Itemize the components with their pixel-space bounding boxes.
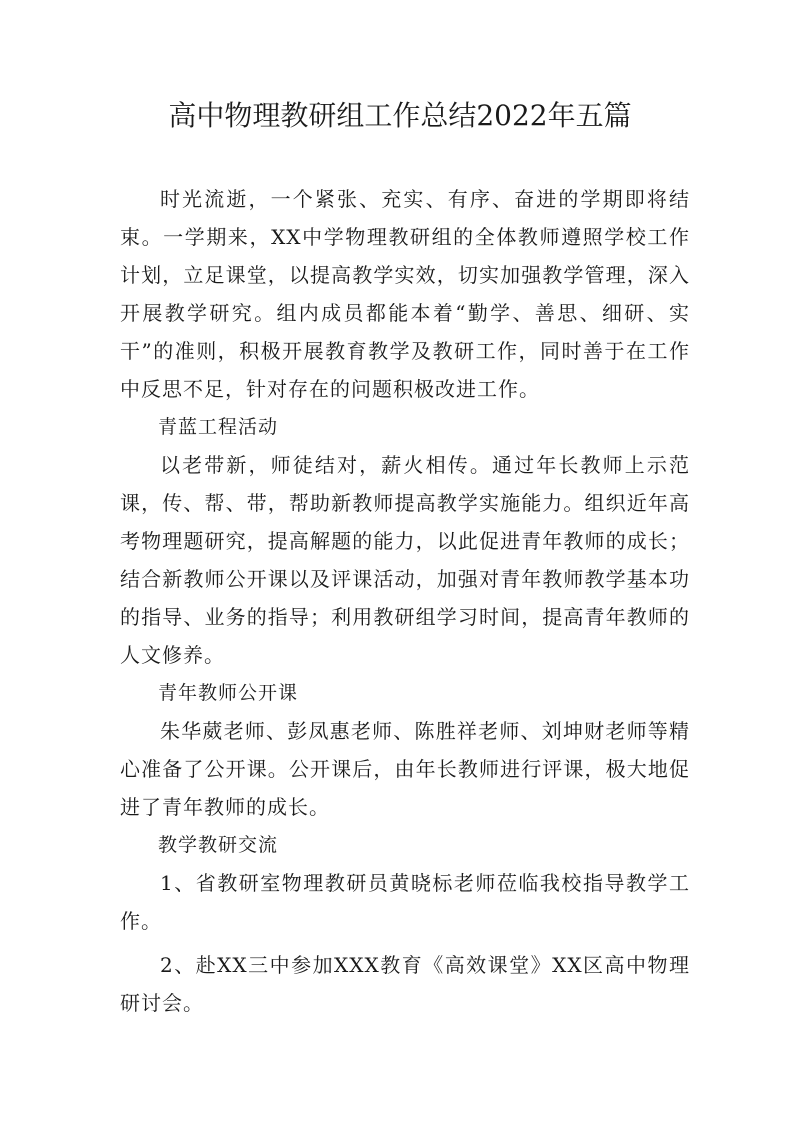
exchange-item-2: 2、赴XX三中参加XXX教育《高效课堂》XX区高中物理研讨会。 [120, 953, 690, 1015]
section-heading-open-class: 青年教师公开课 [158, 682, 299, 704]
intro-paragraph: 时光流逝，一个紧张、充实、有序、奋进的学期即将结束。一学期来，XX中学物理教研组的全体教师遵照学校工作计划，立足课堂，以提高教学实效，切实加强教学管理，深入开展教学研究。组内成员都能本着“勤学、善思、细研、实干”的准则，积极开展教育教学及教研工作，同时善于在工作中反思不足，针对存在的问题积极改进工作。 [120, 187, 690, 401]
document-title: 高中物理教研组工作总结2022年五篇 [168, 99, 632, 132]
qinglan-paragraph: 以老带新，师徒结对，薪火相传。通过年长教师上示范课，传、帮、带，帮助新教师提高教学实施能力。组织近年高考物理题研究，提高解题的能力，以此促进青年教师的成长；结合新教师公开课以及评课活动，加强对青年教师教学基本功的指导、业务的指导；利用教研组学习时间，提高青年教师的人文修养。 [120, 453, 690, 667]
section-heading-exchange: 教学教研交流 [158, 834, 279, 856]
open-class-paragraph: 朱华葳老师、彭凤惠老师、陈胜祥老师、刘坤财老师等精心准备了公开课。公开课后，由年长教师进行评课，极大地促进了青年教师的成长。 [120, 719, 690, 819]
exchange-item-1: 1、省教研室物理教研员黄晓标老师莅临我校指导教学工作。 [120, 871, 690, 933]
section-heading-qinglan: 青蓝工程活动 [158, 416, 279, 438]
document-body [120, 180, 690, 1022]
